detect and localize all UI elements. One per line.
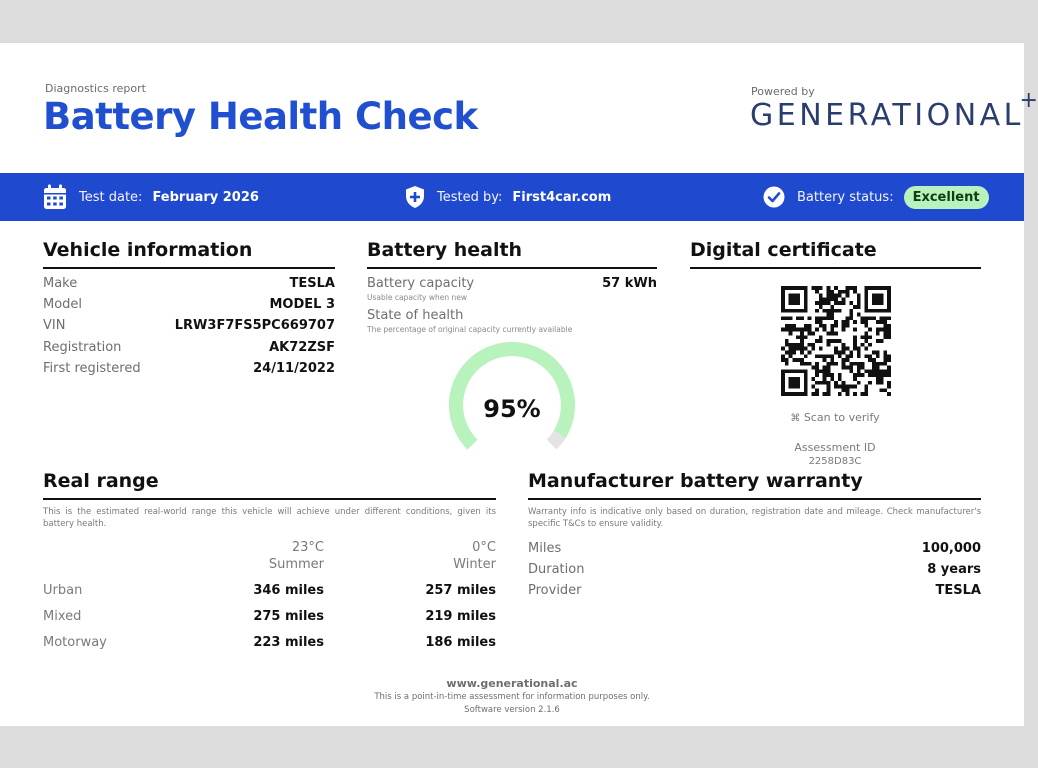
warranty-row (528, 583, 981, 598)
vehicle-row (43, 318, 335, 333)
tested-by-group (405, 173, 611, 221)
check-circle-icon (763, 186, 785, 208)
brand-name: GENERATIONAL (750, 98, 1024, 133)
digital-certificate-title: Digital certificate (690, 239, 981, 269)
assessment-id-value: 2258D83C (808, 456, 862, 467)
range-row-label: Urban (43, 583, 83, 598)
state-of-health-note: The percentage of original capacity currently available (367, 325, 573, 334)
vehicle-row (43, 276, 335, 291)
tested-by-label: Tested by: (437, 189, 503, 205)
vehicle-row-label: Registration (43, 340, 122, 355)
warranty-description: Warranty info is indicative only based on duration, registration date and mileage. Check manufacturer's specific T&Cs to ensure validity. (528, 507, 981, 529)
vehicle-row-value: LRW3F7FS5PC669707 (174, 318, 335, 333)
vehicle-row-label: VIN (43, 318, 66, 333)
vehicle-row (43, 297, 335, 312)
warranty-row-value: TESLA (935, 583, 981, 598)
vehicle-row-label: Model (43, 297, 83, 312)
report-sheet (0, 43, 1038, 726)
range-row-label: Mixed (43, 609, 82, 624)
status-badge: Excellent (904, 186, 989, 209)
scan-icon: ⌘ (790, 413, 801, 424)
brand-plus: + (1019, 88, 1038, 113)
scan-to-verify (760, 411, 910, 424)
battery-health-title: Battery health (367, 239, 657, 269)
state-of-health-row (367, 308, 657, 323)
range-col-season: Winter (453, 557, 496, 572)
range-summer-value: 223 miles (253, 635, 324, 650)
state-of-health-label: State of health (367, 308, 464, 323)
range-row-label: Motorway (43, 635, 107, 650)
battery-capacity-note: Usable capacity when new (367, 293, 468, 302)
tested-by-value: First4car.com (512, 189, 612, 205)
vehicle-row-value: 24/11/2022 (253, 361, 335, 376)
vehicle-row-label: Make (43, 276, 78, 291)
powered-by-label: Powered by (751, 85, 815, 98)
warranty-row-label: Miles (528, 541, 562, 556)
test-date-group (43, 173, 259, 221)
range-summer-value: 275 miles (253, 609, 324, 624)
footer-disclaimer: This is a point-in-time assessment for information purposes only. (374, 692, 650, 702)
vehicle-row-label: First registered (43, 361, 141, 376)
summary-strip (0, 173, 1024, 221)
vehicle-row-value: TESLA (289, 276, 335, 291)
warranty-row-value: 100,000 (921, 541, 981, 556)
footer-website[interactable]: www.generational.ac (446, 677, 578, 690)
test-date-value: February 2026 (152, 189, 259, 205)
range-winter-value: 219 miles (425, 609, 496, 624)
shield-plus-icon (405, 185, 425, 209)
vehicle-row (43, 361, 335, 376)
range-col-temp: 23°C (291, 540, 324, 555)
test-date-label: Test date: (79, 189, 143, 205)
battery-capacity-label: Battery capacity (367, 276, 475, 291)
warranty-row-label: Duration (528, 562, 585, 577)
footer-version: Software version 2.1.6 (464, 705, 560, 715)
real-range-title: Real range (43, 470, 496, 500)
battery-status-group (763, 173, 989, 221)
vehicle-info-title: Vehicle information (43, 239, 335, 269)
vehicle-row (43, 340, 335, 355)
warranty-row-value: 8 years (927, 562, 981, 577)
vehicle-row-value: AK72ZSF (269, 340, 335, 355)
report-subtitle: Diagnostics report (45, 82, 146, 95)
warranty-row (528, 562, 981, 577)
qr-code[interactable] (781, 286, 891, 396)
warranty-row-label: Provider (528, 583, 582, 598)
vehicle-row-value: MODEL 3 (269, 297, 335, 312)
range-winter-value: 257 miles (425, 583, 496, 598)
scan-label: Scan to verify (803, 411, 880, 424)
range-col-season: Summer (268, 557, 324, 572)
warranty-row (528, 541, 981, 556)
battery-status-label: Battery status: (797, 189, 894, 205)
range-winter-value: 186 miles (425, 635, 496, 650)
battery-capacity-value: 57 kWh (602, 276, 657, 291)
page-title: Battery Health Check (43, 95, 478, 138)
range-summer-value: 346 miles (253, 583, 324, 598)
range-col-temp: 0°C (472, 540, 496, 555)
state-of-health-value: 95% (483, 395, 541, 423)
battery-capacity-row (367, 276, 657, 291)
warranty-title: Manufacturer battery warranty (528, 470, 981, 500)
calendar-icon (43, 184, 67, 210)
real-range-description: This is the estimated real-world range this vehicle will achieve under different conditions, given its battery health. (43, 507, 496, 529)
assessment-id-label: Assessment ID (794, 441, 876, 454)
